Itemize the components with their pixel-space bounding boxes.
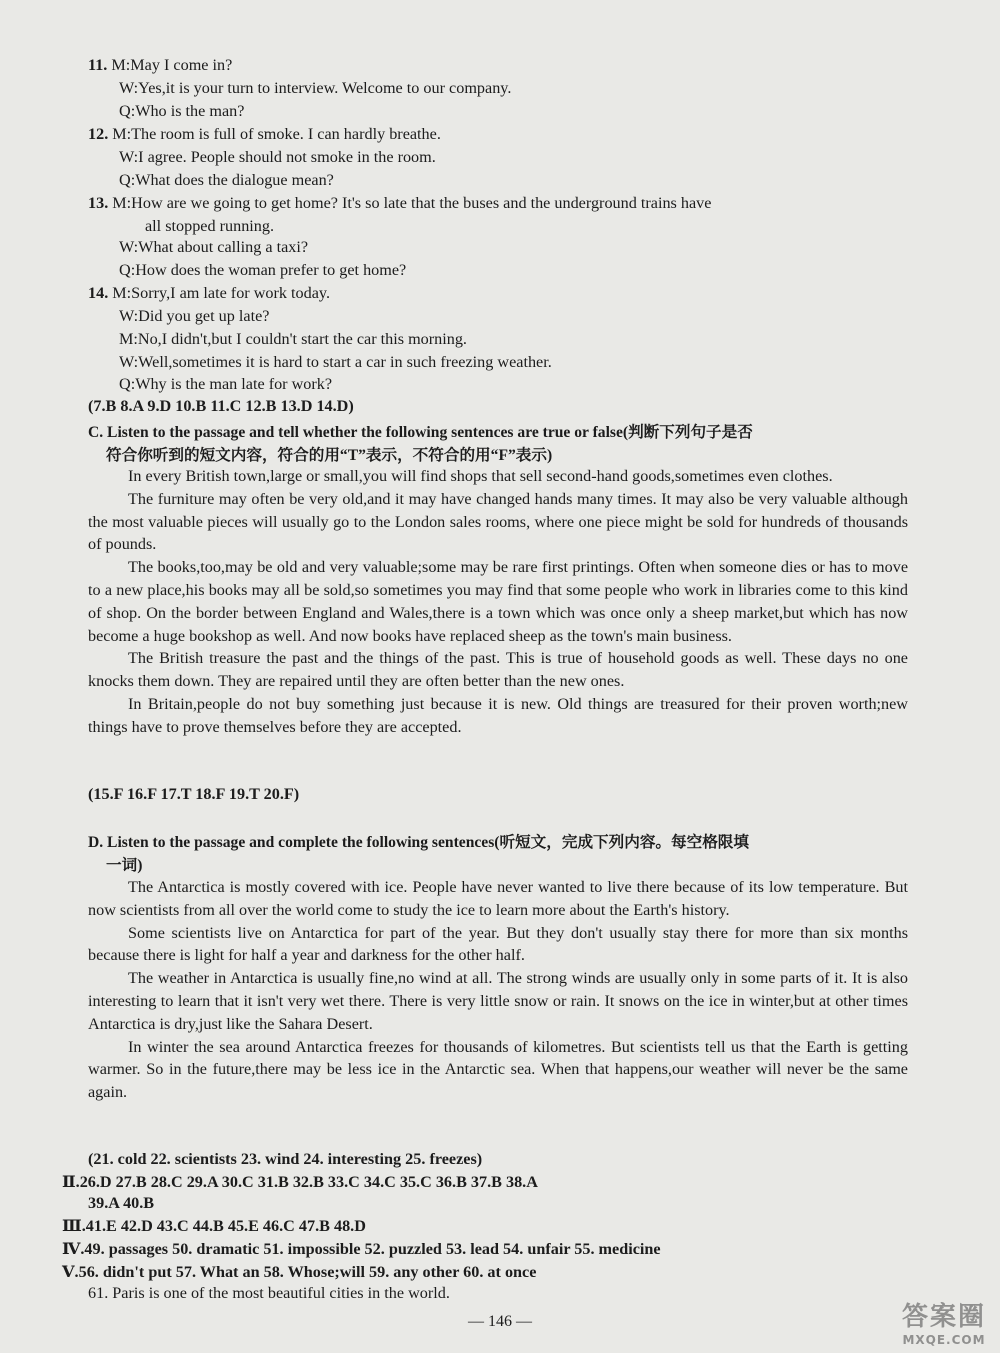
watermark-url: MXQE.COM [902,1333,986,1347]
section-v-answers: Ⅴ.56. didn't put 57. What an 58. Whose;will 59. any other 60. at once [62,1263,537,1281]
paragraph: In Britain,people do not buy something just because it is new. Old things are treasured for their proven worth;new things have to prove themselves before they are accepted. [88,694,908,736]
paragraph: The British treasure the past and the things of the past. This is true of household goods as well. These days no one knocks them down. They are repaired until they are often better than the new ones. [88,649,908,691]
answers-c: (15.F 16.F 17.T 18.F 19.T 20.F) [88,785,300,803]
section-c-heading: C. Listen to the passage and tell whether the following sentences are true or false(判断下列句子是否 [88,424,753,441]
item-number: 13. [88,194,109,212]
dialogue-line: W:Yes,it is your turn to interview. Welcome to our company. [119,79,512,97]
dialogue-line: W:I agree. People should not smoke in the room. [119,148,436,166]
paragraph: The weather in Antarctica is usually fine,no wind at all. The strong winds are usually only in some parts of it. It is also interesting to learn that it isn't very wet there. There is very little snow or rain. It snows on the ice in winter,but at other times Antarctica is dry,just like the Sahara Desert. [88,969,908,1033]
item-number: 12. [88,125,109,143]
watermark-logo-text: 答案圈 [901,1302,986,1332]
section-iv-answers: Ⅳ.49. passages 50. dramatic 51. impossible 52. puzzled 53. lead 54. unfair 55. medicine [62,1240,661,1258]
dialogue-line: M:How are we going to get home? It's so late that the buses and the underground trains have [112,194,712,212]
paragraph: Some scientists live on Antarctica for part of the year. But they don't usually stay there for more than six months because there is light for half a year and darkness for the other half. [88,923,908,965]
dialogue-line: Q:Who is the man? [119,102,245,120]
dialogue-line: Q:Why is the man late for work? [119,375,333,393]
dialogue-line: W:Well,sometimes it is hard to start a car in such freezing weather. [119,353,552,371]
section-d-passage [88,876,908,1104]
section-d-heading-cont: 一词) [106,857,143,874]
dialogue-line: M:Sorry,I am late for work today. [112,284,331,302]
answers-b: (7.B 8.A 9.D 10.B 11.C 12.B 13.D 14.D) [88,397,354,415]
paragraph: In winter the sea around Antarctica freezes for thousands of kilometres. But scientists tell us that the Earth is getting warmer. So in the future,there may be less ice in the Antarctic sea. When that happens,our weather will never be the same again. [88,1037,908,1102]
dialogue-line: all stopped running. [145,217,275,235]
section-ii-answers-cont: 39.A 40.B [88,1194,155,1212]
dialogue-line: Q:What does the dialogue mean? [119,171,334,189]
section-c-passage [88,465,908,739]
dialogue-line: W:Did you get up late? [119,307,270,325]
paragraph: The books,too,may be old and very valuable;some may be rare first printings. Often when someone dies or has to move to a new place,his books may all be sold,so sometimes you may find that some people who work in libraries come to this kind of shop. On the border between England and Wales,there is a town which was once only a sheep market,but which has now become a huge bookshop as well. And now books have replaced sheep as the town's main business. [88,558,908,645]
dialogue-line: M:May I come in? [111,56,233,74]
section-c-heading-cont: 符合你听到的短文内容，符合的用“T”表示，不符合的用“F”表示) [106,447,553,464]
dialogue-line: W:What about calling a taxi? [119,238,309,256]
item-number: 14. [88,284,109,302]
dialogue-line: M:The room is full of smoke. I can hardly breathe. [112,125,441,143]
section-d-heading: D. Listen to the passage and complete the following sentences(听短文，完成下列内容。每空格限填 [88,834,749,851]
section-iii-answers: Ⅲ.41.E 42.D 43.C 44.B 45.E 46.C 47.B 48.D [62,1217,366,1235]
paragraph: In every British town,large or small,you will find shops that sell second-hand goods,sometimes even clothes. [128,467,833,485]
answers-d: (21. cold 22. scientists 23. wind 24. interesting 25. freezes) [88,1150,483,1168]
section-ii-answers: Ⅱ.26.D 27.B 28.C 29.A 30.C 31.B 32.B 33.C 34.C 35.C 36.B 37.B 38.A [62,1173,538,1191]
paragraph: The furniture may often be very old,and it may have changed hands many times. It may also be very valuable although the most valuable pieces will usually go to the London sales rooms, where one piece might be sold for hundreds of thousands of pounds. [88,489,908,554]
dialogue-line: Q:How does the woman prefer to get home? [119,261,407,279]
site-watermark [902,1296,986,1347]
item-number: 11. [88,56,108,74]
item-61-answer: 61. Paris is one of the most beautiful cities in the world. [88,1284,450,1302]
dialogue-line: M:No,I didn't,but I couldn't start the car this morning. [119,330,467,348]
paragraph: The Antarctica is mostly covered with ice. People have never wanted to live there because of its low temperature. But now scientists from all over the world come to study the ice to learn more about the Earth's history. [88,878,908,919]
page-number: — 146 — [468,1313,532,1330]
